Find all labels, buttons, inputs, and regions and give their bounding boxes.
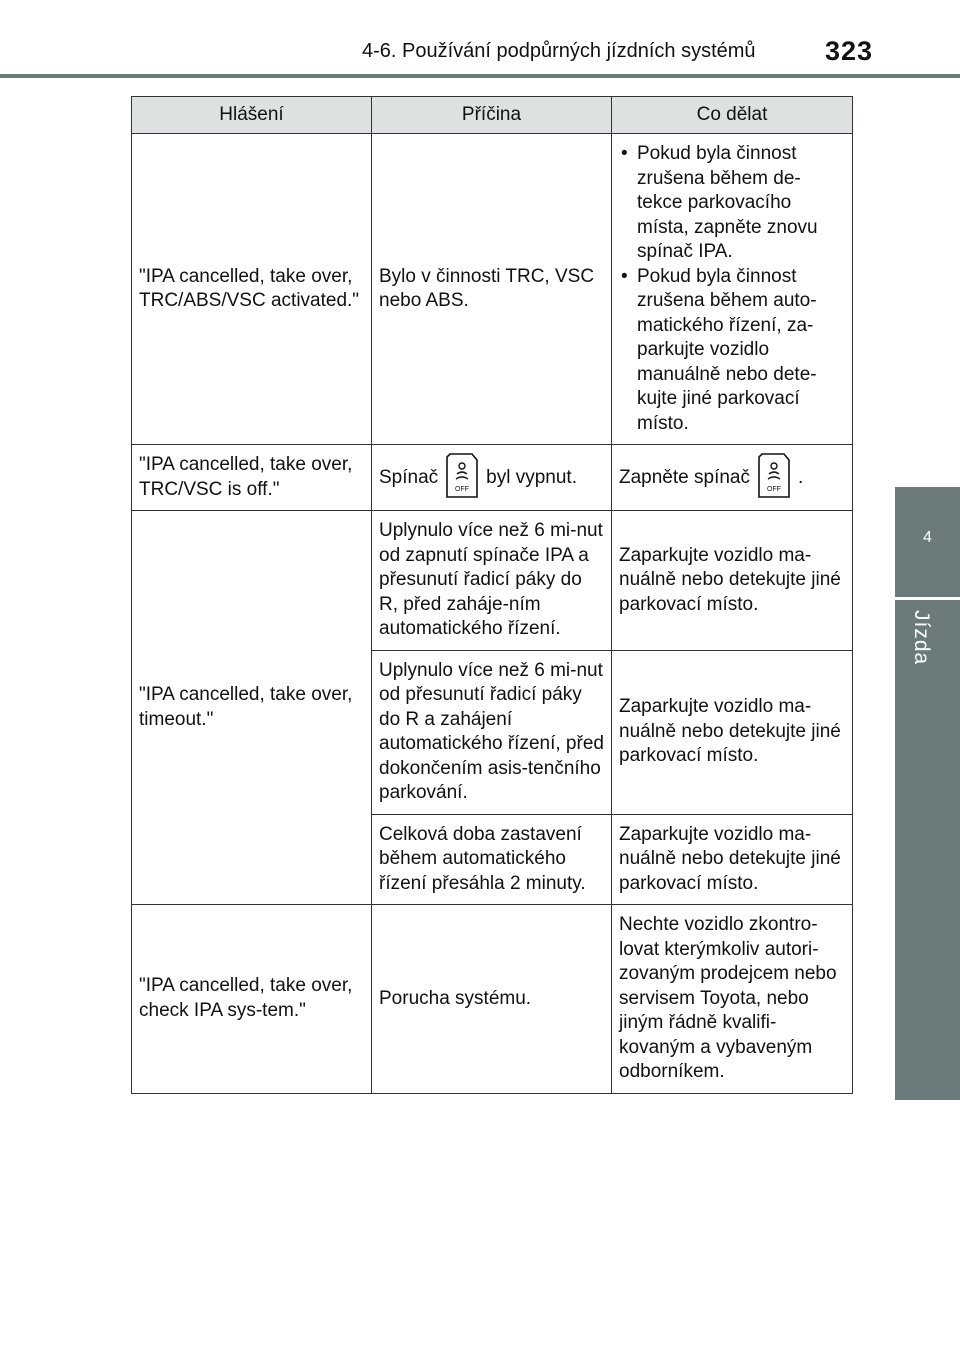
cause-cell xyxy=(372,445,612,511)
cause-cell: Celková doba zastavení během automatického řízení přesáhla 2 minuty. xyxy=(372,814,612,905)
page-number: 323 xyxy=(825,36,874,66)
section-title: 4-6. Používání podpůrných jízdních systémů xyxy=(362,40,756,62)
chapter-number: 4 xyxy=(923,529,932,546)
message-cell: "IPA cancelled, take over, TRC/ABS/VSC activated." xyxy=(132,134,372,445)
table-row xyxy=(132,134,853,445)
header-rule xyxy=(0,74,960,78)
chapter-tab-label xyxy=(895,600,960,1100)
column-header-cause: Příčina xyxy=(372,97,612,134)
action-cell: Zaparkujte vozidlo ma-nuálně nebo detekujte jiné parkovací místo. xyxy=(612,814,853,905)
table-row xyxy=(132,445,853,511)
column-header-action: Co dělat xyxy=(612,97,853,134)
action-item: • Pokud byla činnost zrušena během auto-matického řízení, za-parkujte vozidlo manuálně nebo dete-kujte jiné parkovací místo. xyxy=(619,265,846,437)
message-cell: "IPA cancelled, take over, timeout." xyxy=(132,511,372,905)
action-list xyxy=(619,142,846,436)
chapter-label: Jízda xyxy=(910,610,933,666)
table-header-row xyxy=(132,97,853,134)
table-row xyxy=(132,905,853,1094)
svg-text:OFF: OFF xyxy=(766,485,781,493)
message-cell: "IPA cancelled, take over, check IPA sys-tem." xyxy=(132,905,372,1094)
action-cell xyxy=(612,134,853,445)
vsc-off-switch-icon xyxy=(756,451,792,499)
cause-suffix: byl vypnut. xyxy=(486,466,577,488)
column-header-message: Hlášení xyxy=(132,97,372,134)
table-row xyxy=(132,511,853,651)
action-cell: Zaparkujte vozidlo ma-nuálně nebo detekujte jiné parkovací místo. xyxy=(612,511,853,651)
svg-text:OFF: OFF xyxy=(455,485,470,493)
cause-cell: Bylo v činnosti TRC, VSC nebo ABS. xyxy=(372,134,612,445)
cause-cell: Uplynulo více než 6 mi-nut od zapnutí spínače IPA a přesunutí řadicí páky do R, před zaháje-ním automatického řízení. xyxy=(372,511,612,651)
action-cell: Zaparkujte vozidlo ma-nuálně nebo detekujte jiné parkovací místo. xyxy=(612,650,853,814)
message-table xyxy=(131,96,853,1094)
action-cell: Nechte vozidlo zkontro-lovat kterýmkoliv autori-zovaným prodejcem nebo servisem Toyota, nebo jiným řádně kvalifi-kovaným a vybaveným odborníkem. xyxy=(612,905,853,1094)
cause-cell: Uplynulo více než 6 mi-nut od přesunutí řadicí páky do R a zahájení automatického řízení, před dokončením asis-tenčního parkování. xyxy=(372,650,612,814)
action-cell xyxy=(612,445,853,511)
chapter-tab-number xyxy=(895,487,960,597)
action-prefix: Zapněte spínač xyxy=(619,466,750,488)
action-item: • Pokud byla činnost zrušena během de-tekce parkovacího místa, zapněte znovu spínač IPA. xyxy=(619,142,846,265)
message-cell: "IPA cancelled, take over, TRC/VSC is off." xyxy=(132,445,372,511)
cause-cell: Porucha systému. xyxy=(372,905,612,1094)
vsc-off-switch-icon xyxy=(444,451,480,499)
action-suffix: . xyxy=(797,466,804,488)
cause-prefix: Spínač xyxy=(379,466,439,488)
